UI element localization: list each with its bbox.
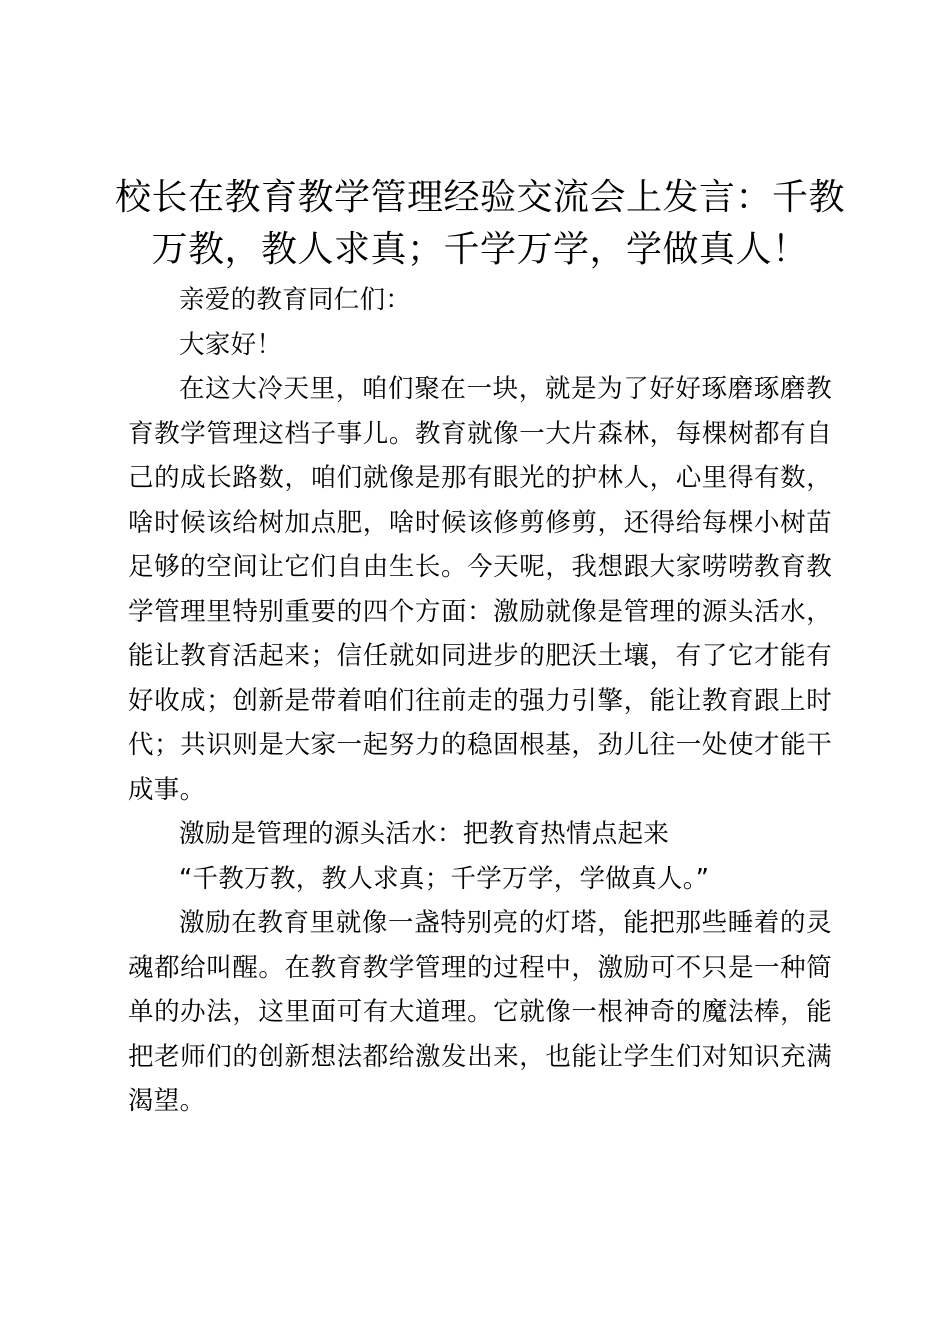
greeting-paragraph: 大家好！ [179, 329, 283, 360]
salutation-paragraph: 亲爱的教育同仁们： [179, 285, 412, 315]
body-paragraph: 激励在教育里就像一盏特别亮的灯塔，能把那些睡着的灵魂都给叫醒。在教育教学管理的过程中，激励可不只是一种简单的办法，这里面可有大道理。它就像一根神奇的魔法棒，能把老师们的创新想法都给激发出来，也能让学生们对知识充满渴望。 [128, 908, 832, 1116]
intro-paragraph: 在这大冷天里，咱们聚在一块，就是为了好好琢磨琢磨教育教学管理这档子事儿。教育就像一大片森林，每棵树都有自己的成长路数，咱们就像是那有眼光的护林人，心里得有数，啥时候该给树加点肥，啥时候该修剪修剪，还得给每棵小树苗足够的空间让它们自由生长。今天呢，我想跟大家唠唠教育教学管理里特别重要的四个方面：激励就像是管理的源头活水，能让教育活起来；信任就如同进步的肥沃土壤，有了它才能有好收成；创新是带着咱们往前走的强力引擎，能让教育跟上时代；共识则是大家一起努力的稳固根基，劲儿往一处使才能干成事。 [128, 374, 832, 805]
document-body [128, 278, 832, 1124]
quote-paragraph: “千教万教，教人求真；千学万学，学做真人。” [179, 863, 710, 894]
document-title: 校长在教育教学管理经验交流会上发言：千教万教，教人求真；千学万学，学做真人！ [114, 177, 845, 270]
section-heading: 激励是管理的源头活水：把教育热情点起来 [179, 819, 670, 849]
